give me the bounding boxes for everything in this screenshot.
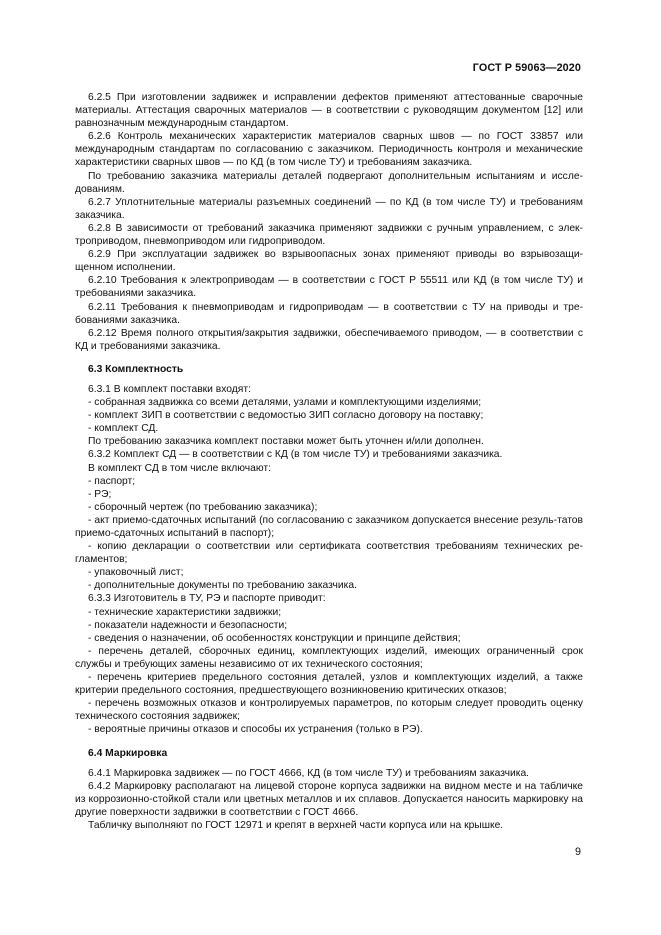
list-item: - дополнительные документы по требованию заказчика.	[88, 580, 357, 592]
list-item: - акт приемо-сдаточных испытаний (по согласованию с заказчиком допускается внесение резуль-татов приемо-сдаточных испытаний в паспорт);	[75, 514, 583, 539]
section-heading-6-4: 6.4 Маркировка	[88, 747, 168, 759]
paragraph-6-3-2: 6.3.2 Комплект СД — в соответствии с КД (в том числе ТУ) и требованиями заказчика.	[88, 449, 503, 461]
paragraph-6-2-7: 6.2.7 Уплотнительные материалы разъемных соединений — по КД (в том числе ТУ) и требованиям заказчика.	[75, 196, 583, 221]
paragraph-6-4-1: 6.4.1 Маркировка задвижек — по ГОСТ 4666, КД (в том числе ТУ) и требованиям заказчика.	[88, 767, 530, 779]
document-id: ГОСТ Р 59063—2020	[472, 62, 581, 74]
list-item: - сведения о назначении, об особенностях конструкции и принципе действия;	[88, 632, 461, 644]
list-item: - перечень критериев предельного состояния деталей, узлов и комплектующих изделий, а также критерии предельного состояния, предшествующего возникновению критических отказов;	[75, 672, 583, 697]
paragraph-6-4-2: 6.4.2 Маркировку располагают на лицевой стороне корпуса задвижки на видном месте и на табличке из коррозионно-стойкой стали или цветных металлов и их сплавов. Допускается наносить маркировку на другие поверхности задвижки в соответствии с ГОСТ 4666.	[75, 780, 583, 818]
paragraph-6-2-11: 6.2.11 Требования к пневмоприводам и гидроприводам — в соответствии с ТУ на приводы и тре-бованиями заказчика.	[75, 301, 583, 326]
list-item: - собранная задвижка со всеми деталями, узлами и комплектующими изделиями;	[88, 397, 482, 409]
paragraph-supply-clarified: По требованию заказчика комплект поставки может быть уточнен и/или дополнен.	[88, 436, 484, 448]
list-item: - комплект СД.	[88, 423, 159, 435]
paragraph-6-3-3: 6.3.3 Изготовитель в ТУ, РЭ и паспорте приводит:	[88, 593, 326, 605]
paragraph-6-2-10: 6.2.10 Требования к электроприводам — в соответствии с ГОСТ Р 55511 или КД (в том числе ТУ) и требованиями заказчика.	[75, 275, 583, 300]
list-item: - показатели надежности и безопасности;	[88, 619, 288, 631]
list-item: - паспорт;	[88, 475, 136, 487]
paragraph-6-2-6: 6.2.6 Контроль механических характеристик материалов сварных швов — по ГОСТ 33857 или международным стандартам по согласованию с заказчиком. Периодичность контроля и механические характеристики сварных швов — по КД (в том числе ТУ) и требованиям заказчика.	[75, 131, 583, 169]
paragraph-6-3-1: 6.3.1 В комплект поставки входят:	[88, 383, 251, 395]
list-item: - РЭ;	[88, 488, 112, 500]
paragraph-sd-includes: В комплект СД в том числе включают:	[88, 462, 271, 474]
paragraph-plate: Табличку выполняют по ГОСТ 12971 и крепят в верхней части корпуса или на крышке.	[88, 819, 504, 831]
paragraph-6-2-5: 6.2.5 При изготовлении задвижек и исправлении дефектов применяют аттестованные сварочные материалы. Аттестация сварочных материалов — в соответствии с руководящим документом [12] или равнозначным международным стандартом.	[75, 92, 583, 130]
section-heading-6-3: 6.3 Комплектность	[88, 363, 184, 375]
list-item: - перечень возможных отказов и контролируемых параметров, по которым следует проводить оценку технического состояния задвижек;	[75, 698, 583, 723]
list-item: - вероятные причины отказов и способы их устранения (только в РЭ).	[88, 724, 423, 736]
body-text	[75, 91, 583, 832]
paragraph-6-2-9: 6.2.9 При эксплуатации задвижек во взрывоопасных зонах применяют приводы во взрывозащи-щенном исполнении.	[75, 249, 583, 274]
list-item: - технические характеристики задвижки;	[88, 606, 282, 618]
list-item: - перечень деталей, сборочных единиц, комплектующих изделий, имеющих ограниченный срок службы и требующих замены независимо от их технического состояния;	[75, 645, 583, 670]
list-item: - копию декларации о соответствии или сертификата соответствия требованиям технических ре-гламентов;	[75, 541, 583, 566]
list-item: - комплект ЗИП в соответствии с ведомостью ЗИП согласно договору на поставку;	[88, 410, 484, 422]
paragraph-6-2-8: 6.2.8 В зависимости от требований заказчика применяют задвижки с ручным управлением, с элек-троприводом, пневмоприводом или гидроприводом.	[75, 222, 583, 248]
paragraph-additional-tests: По требованию заказчика материалы деталей подвергают дополнительным испытаниям и иссле-дованиям.	[75, 170, 583, 195]
list-item: - сборочный чертеж (по требованию заказчика);	[88, 501, 318, 513]
page-number: 9	[574, 846, 581, 858]
list-item: - упаковочный лист;	[88, 567, 184, 579]
paragraph-6-2-12: 6.2.12 Время полного открытия/закрытия задвижки, обеспечиваемого приводом, — в соответствии с КД и требованиями заказчика.	[75, 327, 583, 352]
